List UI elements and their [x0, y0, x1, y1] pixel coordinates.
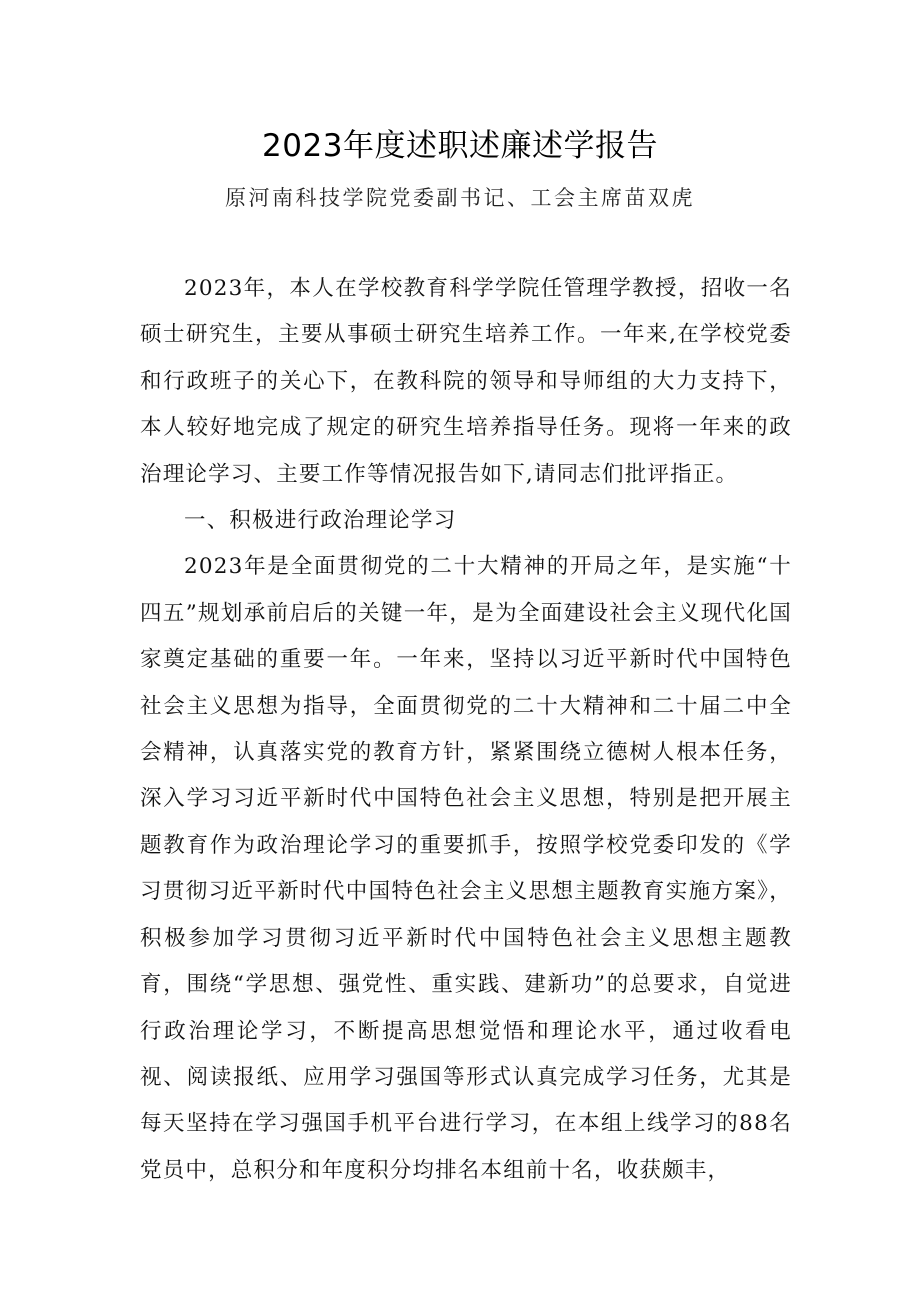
- document-title: 2023年度述职述廉述学报告: [262, 128, 658, 164]
- document-subtitle: 原河南科技学院党委副书记、工会主席苗双虎: [225, 186, 695, 210]
- paragraph-intro: 2023年，本人在学校教育科学学院任管理学教授，招收一名硕士研究生，主要从事硕士研究生培养工作。一年来,在学校党委和行政班子的关心下，在教科院的领导和导师组的大力支持下，本人较好地完成了规定的研究生培养指导任务。现将一年来的政治理论学习、主要工作等情况报告如下,请同志们批评指正。: [140, 276, 792, 487]
- paragraph-political-study: 2023年是全面贯彻党的二十大精神的开局之年，是实施“十四五”规划承前启后的关键一年，是为全面建设社会主义现代化国家奠定基础的重要一年。一年来，坚持以习近平新时代中国特色社会主义思想为指导，全面贯彻党的二十大精神和二十届二中全会精神，认真落实党的教育方针，紧紧围绕立德树人根本任务，深入学习习近平新时代中国特色社会主义思想，特别是把开展主题教育作为政治理论学习的重要抓手，按照学校党委印发的《学习贯彻习近平新时代中国特色社会主义思想主题教育实施方案》，积极参加学习贯彻习近平新时代中国特色社会主义思想主题教育，围绕“学思想、强党性、重实践、建新功”的总要求，自觉进行政治理论学习，不断提高思想觉悟和理论水平，通过收看电视、阅读报纸、应用学习强国等形式认真完成学习任务，尤其是每天坚持在学习强国手机平台进行学习，在本组上线学习的88名党员中，总积分和年度积分均排名本组前十名，收获颇丰，: [140, 554, 792, 1183]
- section-heading-1: 一、积极进行政治理论学习: [184, 508, 457, 534]
- document-body: [140, 266, 792, 1194]
